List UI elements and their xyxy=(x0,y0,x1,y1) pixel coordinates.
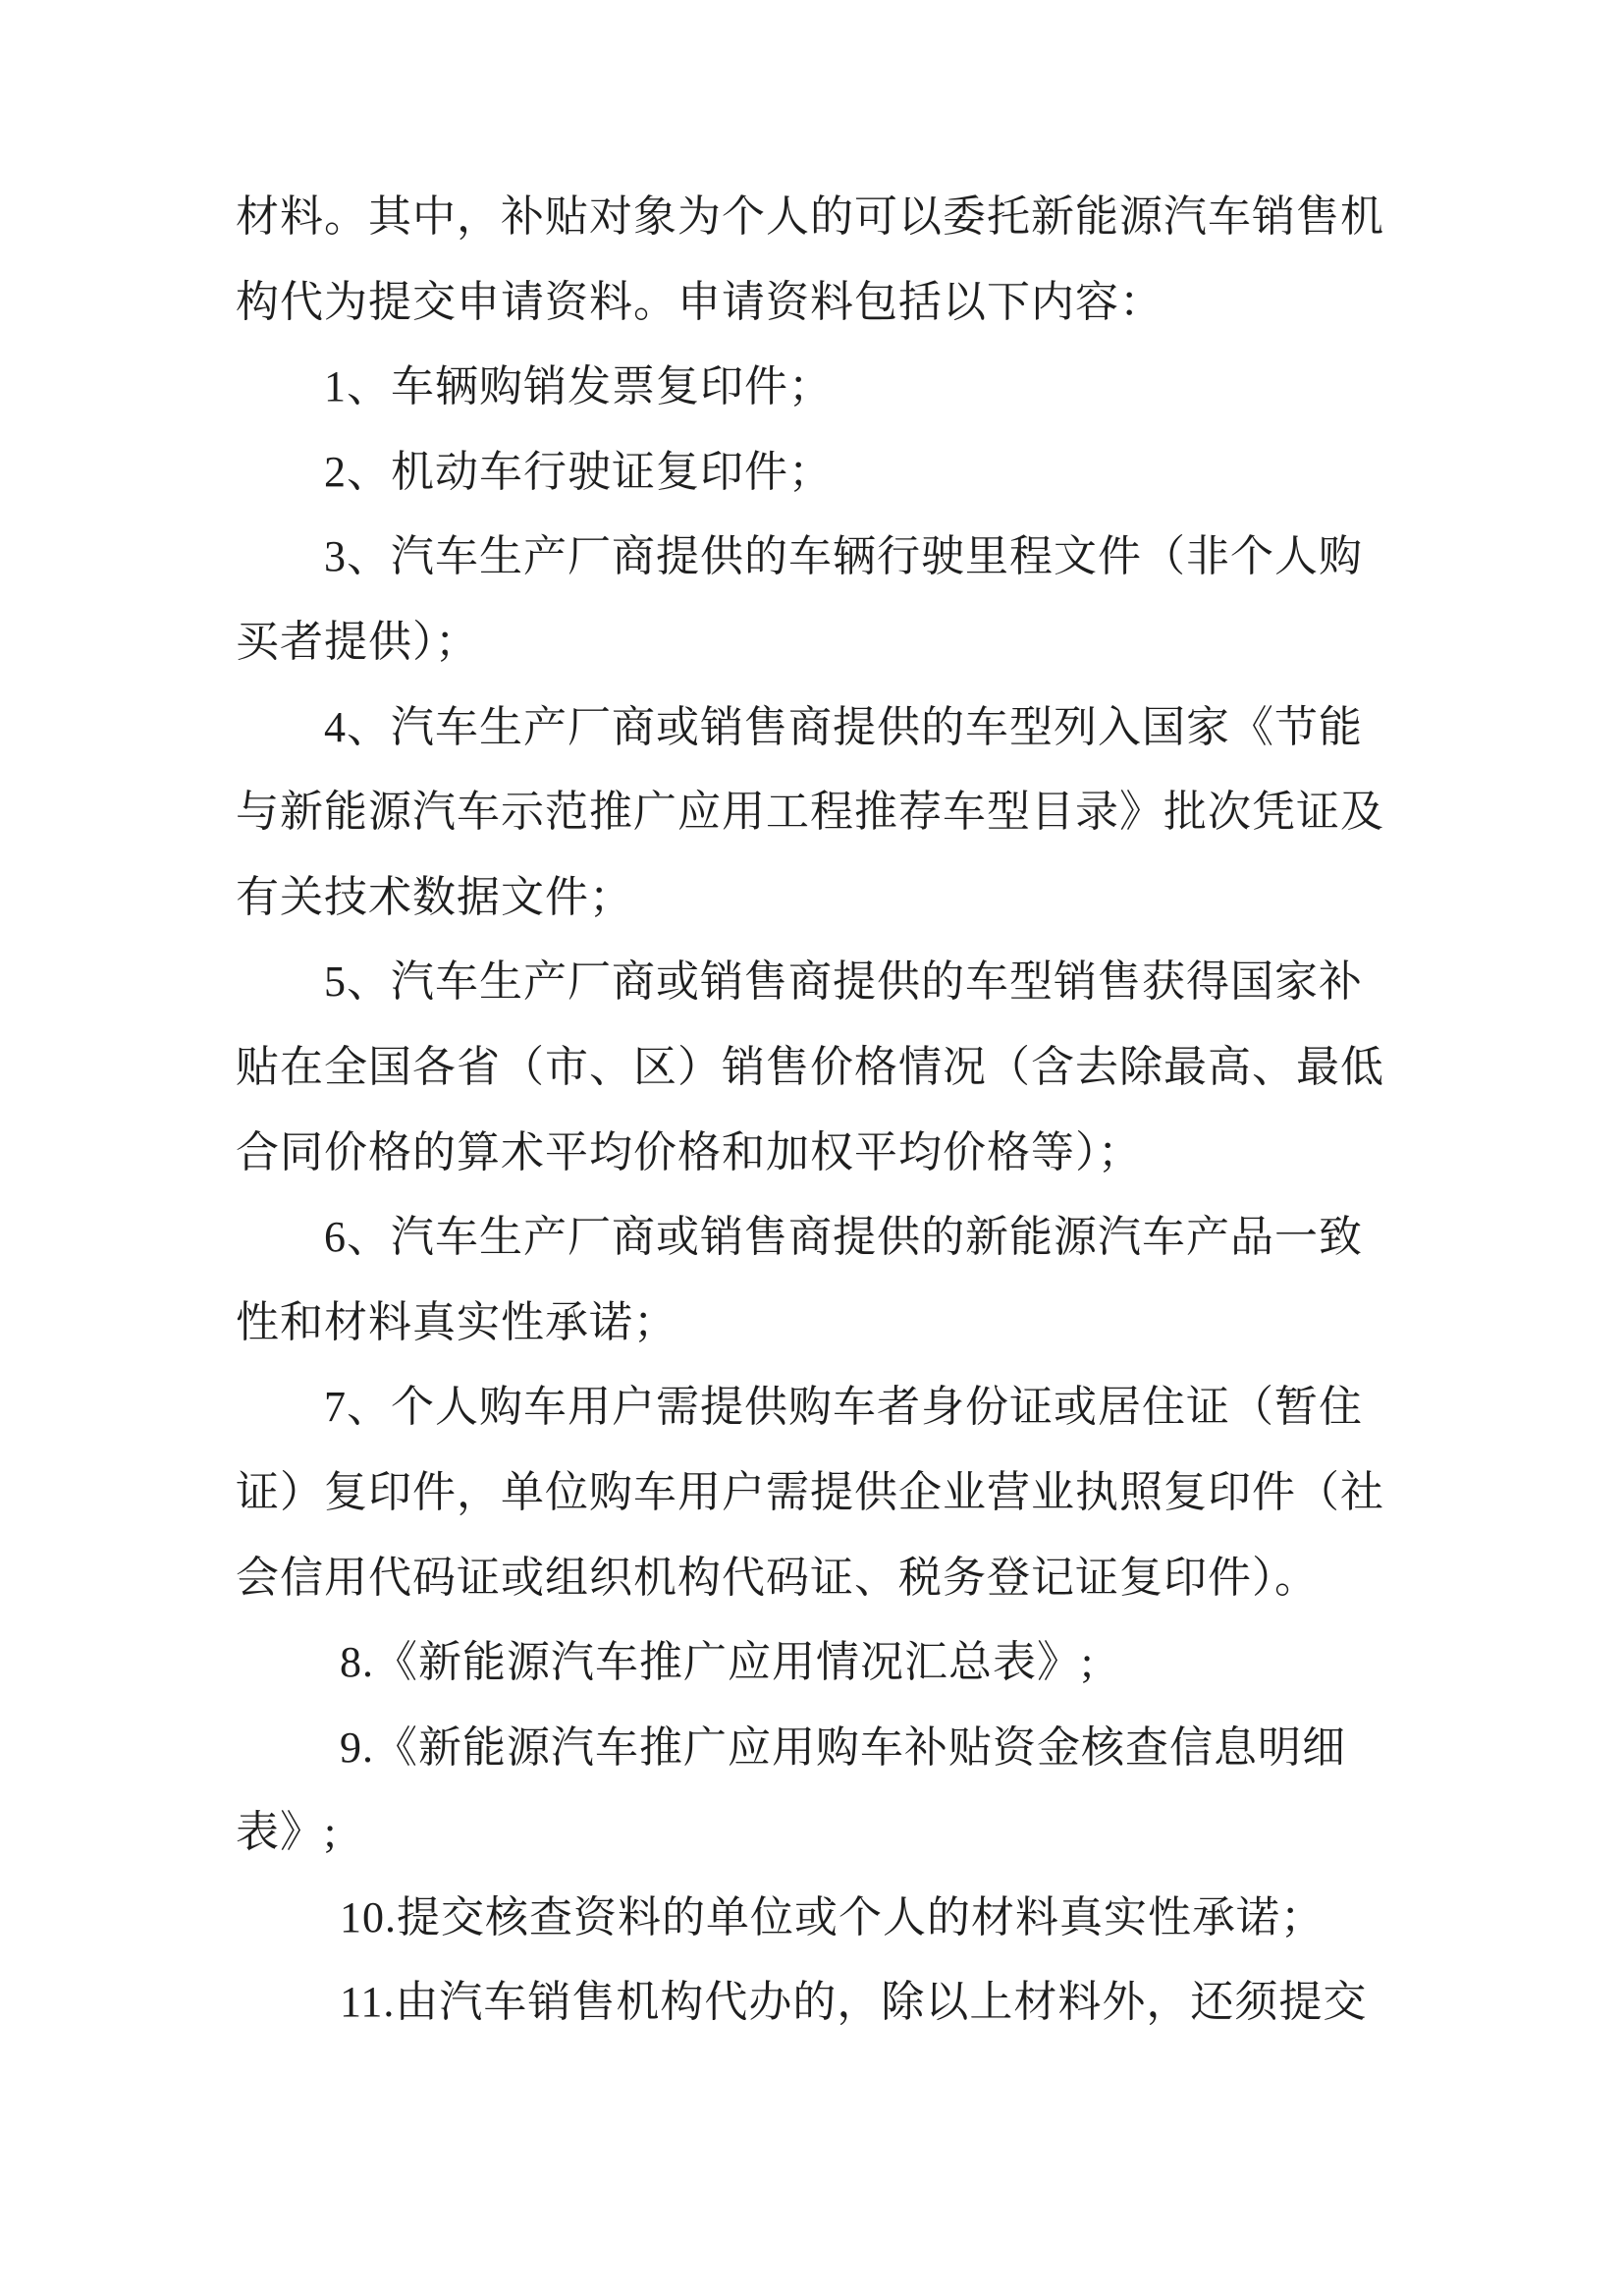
list-item-11: 11.由汽车销售机构代办的，除以上材料外，还须提交 xyxy=(340,1978,1368,2027)
text-line: 材料。其中，补贴对象为个人的可以委托新能源汽车销售机 xyxy=(236,192,1384,241)
list-item-8: 8.《新能源汽车推广应用情况汇总表》; xyxy=(340,1638,1095,1687)
text-line: 会信用代码证或组织机构代码证、税务登记证复印件）。 xyxy=(236,1553,1319,1602)
text-line: 贴在全国各省（市、区）销售价格情况（含去除最高、最低 xyxy=(236,1042,1384,1091)
text-line: 构代为提交申请资料。申请资料包括以下内容： xyxy=(236,277,1163,326)
text-line: 性和材料真实性承诺； xyxy=(236,1297,677,1346)
list-item-10: 10.提交核查资料的单位或个人的材料真实性承诺； xyxy=(340,1892,1325,1941)
list-item-4: 4、汽车生产厂商或销售商提供的车型列入国家《节能 xyxy=(324,702,1363,751)
text-line: 与新能源汽车示范推广应用工程推荐车型目录》批次凭证及 xyxy=(236,788,1384,837)
list-item-3: 3、汽车生产厂商提供的车辆行驶里程文件（非个人购 xyxy=(324,532,1363,581)
list-item-7: 7、个人购车用户需提供购车者身份证或居住证（暂住 xyxy=(324,1383,1363,1432)
list-item-9: 9.《新能源汽车推广应用购车补贴资金核查信息明细 xyxy=(340,1722,1346,1772)
list-item-6: 6、汽车生产厂商或销售商提供的新能源汽车产品一致 xyxy=(324,1213,1363,1262)
text-line: 证）复印件，单位购车用户需提供企业营业执照复印件（社 xyxy=(236,1467,1384,1516)
list-item-5: 5、汽车生产厂商或销售商提供的车型销售获得国家补 xyxy=(324,957,1363,1007)
list-item-1: 1、车辆购销发票复印件； xyxy=(324,362,833,411)
text-line: 表》; xyxy=(236,1808,338,1857)
text-line: 合同价格的算术平均价格和加权平均价格等）； xyxy=(236,1127,1142,1176)
text-line: 有关技术数据文件； xyxy=(236,872,633,921)
list-item-2: 2、机动车行驶证复印件； xyxy=(324,447,833,496)
text-line: 买者提供）； xyxy=(236,617,479,666)
document-text-block xyxy=(236,175,1399,2046)
